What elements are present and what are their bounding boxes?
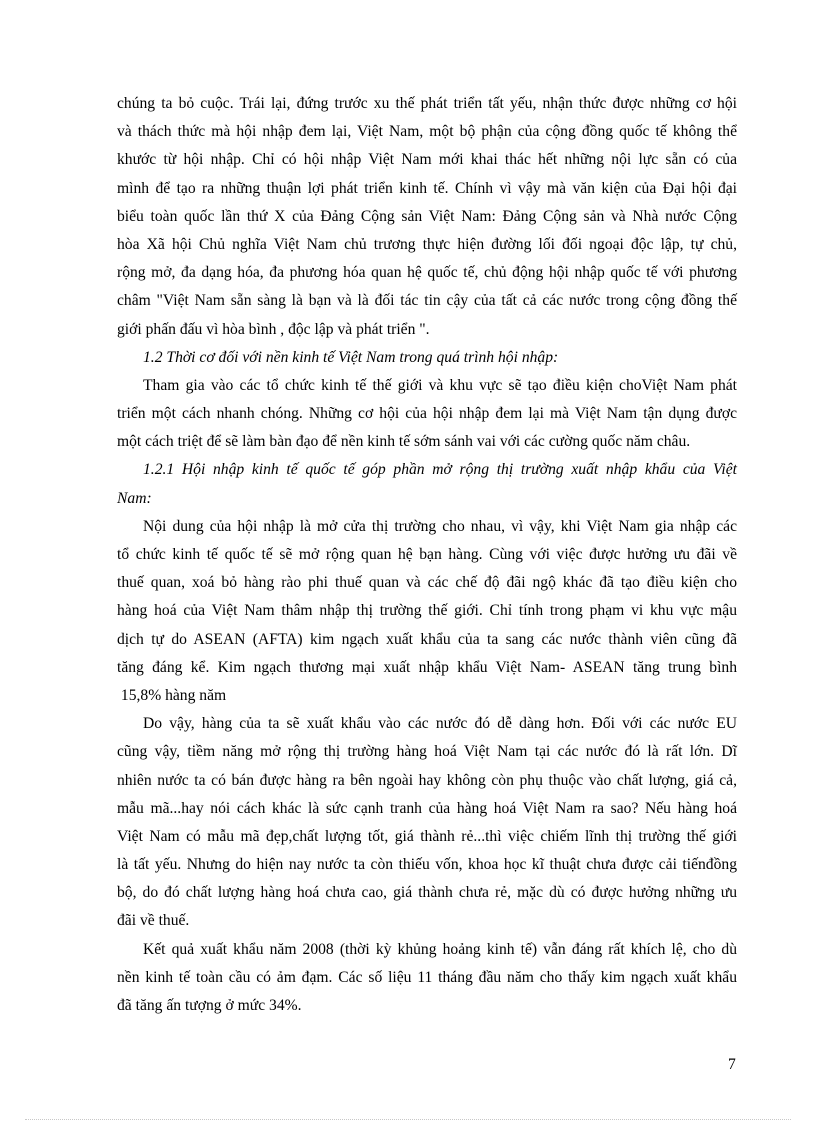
text-line: đãi về thuế. [117, 912, 190, 930]
heading-line: 1.2 Thời cơ đối với nền kinh tế Việt Nam trong quá trình hội nhập: [143, 348, 559, 366]
text-line: cũng vậy, tiềm năng mở rộng thị trường hàng hoá Việt Nam tại các nước đó là rất lớn. Dĩ [117, 743, 737, 761]
section-heading [117, 344, 737, 372]
text-line: Do vậy, hàng của ta sẽ xuất khẩu vào các nước đó dễ dàng hơn. Đối với các nước EU [143, 715, 737, 733]
text-line: là tất yếu. Nhưng do hiện nay nước ta còn thiếu vốn, khoa học kĩ thuật chưa được cải tiếnđồng [117, 856, 737, 874]
paragraph [117, 936, 737, 1021]
text-line: bộ, do đó chất lượng hàng hoá chưa cao, giá thành chưa rẻ, mặc dù có được hưởng những ưu [117, 884, 737, 902]
heading-line: 1.2.1 Hội nhập kinh tế quốc tế góp phần mở rộng thị trường xuất nhập khẩu của Việt [143, 461, 737, 479]
text-line: rộng mở, đa dạng hóa, đa phương hóa quan hệ quốc tế, chủ động hội nhập quốc tế với phương [117, 264, 737, 282]
text-line: Việt Nam có mẫu mã đẹp,chất lượng tốt, giá thành rẻ...thì việc chiếm lĩnh thị trường thế giới [117, 827, 737, 845]
text-line: tổ chức kinh tế quốc tế sẽ mở rộng quan hệ bạn hàng. Cùng với việc được hưởng ưu đãi về [117, 546, 737, 563]
subsection-heading [117, 456, 737, 512]
text-line: nền kinh tế toàn cầu có ảm đạm. Các số liệu 11 tháng đầu năm cho thấy kim ngạch xuất khẩu [117, 968, 737, 986]
text-line: biểu toàn quốc lần thứ X của Đảng Cộng sản Việt Nam: Đảng Cộng sản và Nhà nước Cộng [117, 207, 737, 225]
page-bottom-divider [25, 1119, 791, 1120]
text-line: dịch tự do ASEAN (AFTA) kim ngạch xuất khẩu của ta sang các nước thành viên cũng đã [117, 630, 737, 648]
document-body [117, 90, 737, 1020]
text-line: tăng đáng kể. Kim ngạch thương mại xuất nhập khẩu Việt Nam- ASEAN tăng trung bình [117, 658, 737, 676]
text-line: giới phấn đấu vì hòa bình , độc lập và phát triển ". [117, 320, 430, 338]
paragraph [117, 372, 737, 457]
paragraph [117, 710, 737, 936]
paragraph [117, 90, 737, 344]
text-line: một cách triệt để sẽ làm bàn đạo để nền kinh tế sớm sánh vai với các cường quốc năm châu. [117, 433, 691, 451]
text-line: hòa Xã hội Chủ nghĩa Việt Nam chủ trương thực hiện đường lối đối ngoại độc lập, tự chủ, [117, 235, 737, 253]
text-line: thuế quan, xoá bỏ hàng rào phi thuế quan và các chế độ đãi ngộ khác đã tạo điều kiện cho [117, 574, 737, 592]
text-line: nhiên nước ta có bán được hàng ra bên ngoài hay không còn phụ thuộc vào chất lượng, giá cả, [117, 771, 737, 789]
text-line: đã tăng ấn tượng ở mức 34%. [117, 997, 302, 1014]
text-line: Nội dung của hội nhập là mở cửa thị trường cho nhau, vì vậy, khi Việt Nam gia nhập các [143, 517, 737, 535]
text-line: Tham gia vào các tổ chức kinh tế thế giới và khu vực sẽ tạo điều kiện choViệt Nam phát [143, 376, 737, 394]
text-line: hàng hoá của Việt Nam thâm nhập thị trường thế giới. Chỉ tính trong phạm vi khu vực mậu [117, 602, 737, 620]
paragraph [117, 513, 737, 710]
text-line: và thách thức mà hội nhập đem lại, Việt Nam, một bộ phận của cộng đồng quốc tế không thể [117, 123, 737, 141]
text-line: châm "Việt Nam sẵn sàng là bạn và là đối tác tin cậy của tất cả các nước trong cộng đồng thế [117, 292, 737, 310]
text-line: mình để tạo ra những thuận lợi phát triển kinh tế. Chính vì vậy mà văn kiện của Đại hội đại [117, 179, 737, 197]
text-line: mẫu mã...hay nói cách khác là sức cạnh tranh của hàng hoá Việt Nam ra sao? Nếu hàng hoá [117, 799, 737, 817]
text-line: triển một cách nhanh chóng. Những cơ hội của hội nhập đem lại mà Việt Nam tận dụng được [117, 405, 737, 423]
text-line: Kết quả xuất khẩu năm 2008 (thời kỳ khủng hoảng kinh tế) vẫn đáng rất khích lệ, cho dù [143, 940, 737, 958]
text-line: khước từ hội nhập. Chỉ có hội nhập Việt Nam mới khai thác hết những nội lực sẵn có của [117, 151, 737, 169]
heading-line: Nam: [117, 489, 152, 507]
page-number: 7 [728, 1056, 736, 1073]
text-line: chúng ta bỏ cuộc. Trái lại, đứng trước xu thế phát triển tất yếu, nhận thức được những cơ hội [117, 95, 737, 112]
text-line: 15,8% hàng năm [117, 686, 227, 704]
